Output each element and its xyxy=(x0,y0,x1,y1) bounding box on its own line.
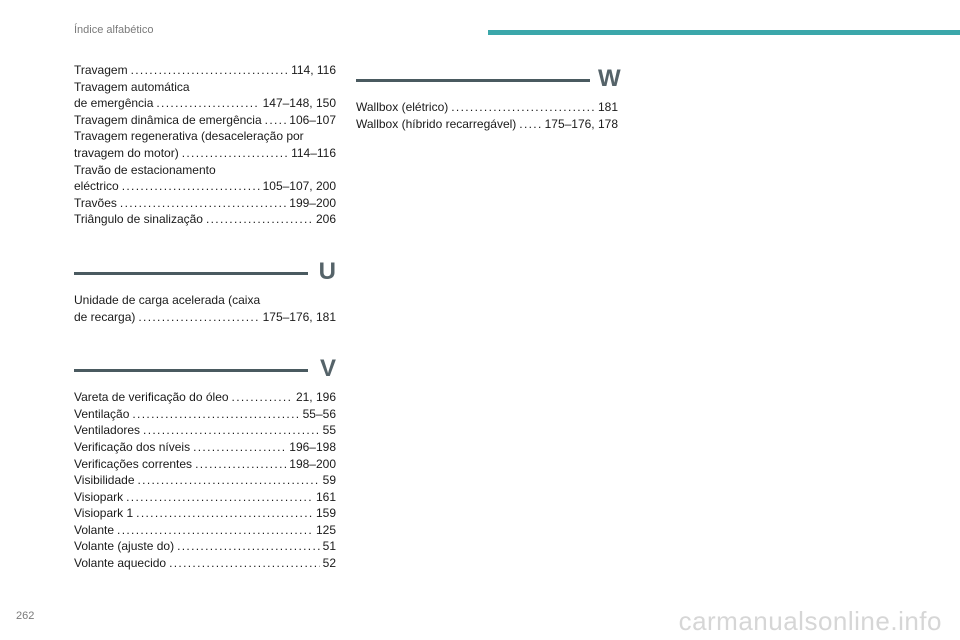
entry-term: travagem do motor) xyxy=(74,145,179,160)
entry-pages: 181 xyxy=(597,100,618,114)
section-u-header xyxy=(74,250,336,284)
entry-line xyxy=(74,211,336,228)
dot-leader xyxy=(143,422,320,439)
entry-pages: 51 xyxy=(322,539,336,554)
watermark: carmanualsonline.info xyxy=(678,606,942,636)
index-entry xyxy=(74,79,336,112)
entry-term: Triângulo de sinalização xyxy=(74,212,203,227)
section-divider xyxy=(356,79,590,82)
entry-line xyxy=(74,112,336,129)
index-entry xyxy=(74,195,336,212)
dot-leader xyxy=(232,389,293,406)
page-number: 262 xyxy=(16,610,35,622)
index-entry xyxy=(74,439,336,456)
entry-pages: 105–107, 200 xyxy=(262,179,336,194)
entry-line xyxy=(74,195,336,212)
index-entry xyxy=(74,505,336,522)
index-entry xyxy=(74,406,336,423)
index-entry xyxy=(74,422,336,439)
entry-pages: 59 xyxy=(322,473,336,488)
entry-term: eléctrico xyxy=(74,179,119,194)
index-entry xyxy=(74,162,336,195)
entry-line xyxy=(74,309,336,326)
dot-leader xyxy=(451,99,595,116)
entry-pages: 55–56 xyxy=(302,406,336,421)
dot-leader xyxy=(193,439,286,456)
entry-line xyxy=(74,472,336,489)
index-entry xyxy=(74,112,336,129)
entry-pages: 198–200 xyxy=(289,456,336,471)
index-entry xyxy=(74,522,336,539)
entry-pages: 21, 196 xyxy=(295,390,336,405)
entry-pages: 52 xyxy=(322,556,336,571)
dot-leader xyxy=(177,538,320,555)
index-entry xyxy=(74,389,336,406)
entry-pages: 175–176, 178 xyxy=(544,116,618,131)
index-entry xyxy=(74,292,336,325)
entry-term: de recarga) xyxy=(74,309,136,324)
entry-term: Wallbox (elétrico) xyxy=(356,100,449,114)
section-u xyxy=(74,250,336,325)
entry-line xyxy=(74,538,336,555)
entry-line xyxy=(356,116,618,133)
index-entry xyxy=(356,99,618,116)
entry-pages: 114, 116 xyxy=(291,63,336,77)
dot-leader xyxy=(122,178,260,195)
dot-leader xyxy=(182,145,288,162)
dot-leader xyxy=(117,522,313,539)
dot-leader xyxy=(138,472,320,489)
header-title: Índice alfabético xyxy=(74,24,154,36)
entry-term: Volante xyxy=(74,522,115,537)
entry-pages: 196–198 xyxy=(289,439,336,454)
section-letter: U xyxy=(318,257,336,285)
entry-term: Visiopark xyxy=(74,489,124,504)
section-v-header xyxy=(74,347,336,381)
entry-term: Vareta de verificação do óleo xyxy=(74,390,229,405)
entry-line xyxy=(74,422,336,439)
entry-line xyxy=(74,456,336,473)
w-entries xyxy=(356,99,618,132)
entry-term: Travagem xyxy=(74,63,128,77)
index-entry xyxy=(74,472,336,489)
entry-pages: 206 xyxy=(315,212,336,227)
t-entries xyxy=(74,62,336,228)
entry-pages: 199–200 xyxy=(289,195,336,210)
entry-line xyxy=(74,162,336,179)
index-entry xyxy=(74,211,336,228)
entry-term: Ventiladores xyxy=(74,423,141,438)
entry-line xyxy=(74,439,336,456)
u-entries xyxy=(74,292,336,325)
entry-term: de emergência xyxy=(74,96,154,111)
dot-leader xyxy=(519,116,541,133)
dot-leader xyxy=(136,505,313,522)
entry-line xyxy=(74,555,336,572)
entry-term: Visiopark 1 xyxy=(74,506,134,521)
entry-line xyxy=(74,62,336,79)
entry-term: Verificações correntes xyxy=(74,456,193,471)
dot-leader xyxy=(120,195,286,212)
entry-term: Travagem regenerativa (desaceleração por xyxy=(74,129,304,144)
index-entry xyxy=(356,116,618,133)
entry-line xyxy=(74,145,336,162)
dot-leader xyxy=(156,95,259,112)
entry-line xyxy=(74,489,336,506)
entry-term: Wallbox (híbrido recarregável) xyxy=(356,116,517,131)
dot-leader xyxy=(131,62,288,79)
entry-pages: 147–148, 150 xyxy=(262,96,336,111)
dot-leader xyxy=(265,112,287,129)
entry-term: Volante aquecido xyxy=(74,556,167,571)
header-accent-bar xyxy=(488,30,960,35)
entry-term: Verificação dos níveis xyxy=(74,439,191,454)
entry-term: Travagem dinâmica de emergência xyxy=(74,112,262,127)
section-w-header xyxy=(356,57,621,92)
entry-line xyxy=(74,128,336,145)
v-entries xyxy=(74,389,336,572)
entry-pages: 125 xyxy=(315,522,336,537)
entry-line xyxy=(74,292,336,309)
entry-term: Travagem automática xyxy=(74,79,190,94)
right-column xyxy=(356,57,621,154)
entry-pages: 175–176, 181 xyxy=(262,309,336,324)
entry-line xyxy=(74,178,336,195)
dot-leader xyxy=(138,309,259,326)
dot-leader xyxy=(169,555,320,572)
entry-line xyxy=(74,505,336,522)
section-divider xyxy=(74,272,308,275)
entry-line xyxy=(74,406,336,423)
entry-pages: 106–107 xyxy=(289,112,336,127)
entry-pages: 159 xyxy=(315,506,336,521)
entry-pages: 55 xyxy=(322,423,336,438)
entry-term: Travão de estacionamento xyxy=(74,162,216,177)
index-entry xyxy=(74,538,336,555)
entry-term: Volante (ajuste do) xyxy=(74,539,175,554)
entry-line xyxy=(74,79,336,96)
entry-term: Ventilação xyxy=(74,406,130,421)
dot-leader xyxy=(132,406,299,423)
dot-leader xyxy=(206,211,313,228)
left-column xyxy=(74,62,336,594)
entry-line xyxy=(74,95,336,112)
section-letter: V xyxy=(319,355,336,383)
section-letter: W xyxy=(598,65,621,92)
entry-line xyxy=(356,99,618,116)
entry-line xyxy=(74,389,336,406)
section-w xyxy=(356,57,621,132)
index-entry xyxy=(74,456,336,473)
dot-leader xyxy=(126,489,313,506)
entry-term: Unidade de carga acelerada (caixa xyxy=(74,292,261,307)
index-entry xyxy=(74,128,336,161)
dot-leader xyxy=(195,456,286,473)
index-entry xyxy=(74,555,336,572)
entry-term: Visibilidade xyxy=(74,473,135,488)
section-v xyxy=(74,347,336,572)
index-entry xyxy=(74,62,336,79)
entry-term: Travões xyxy=(74,195,117,210)
entry-line xyxy=(74,522,336,539)
entry-pages: 114–116 xyxy=(291,145,336,160)
section-divider xyxy=(74,369,308,372)
index-entry xyxy=(74,489,336,506)
entry-pages: 161 xyxy=(315,489,336,504)
